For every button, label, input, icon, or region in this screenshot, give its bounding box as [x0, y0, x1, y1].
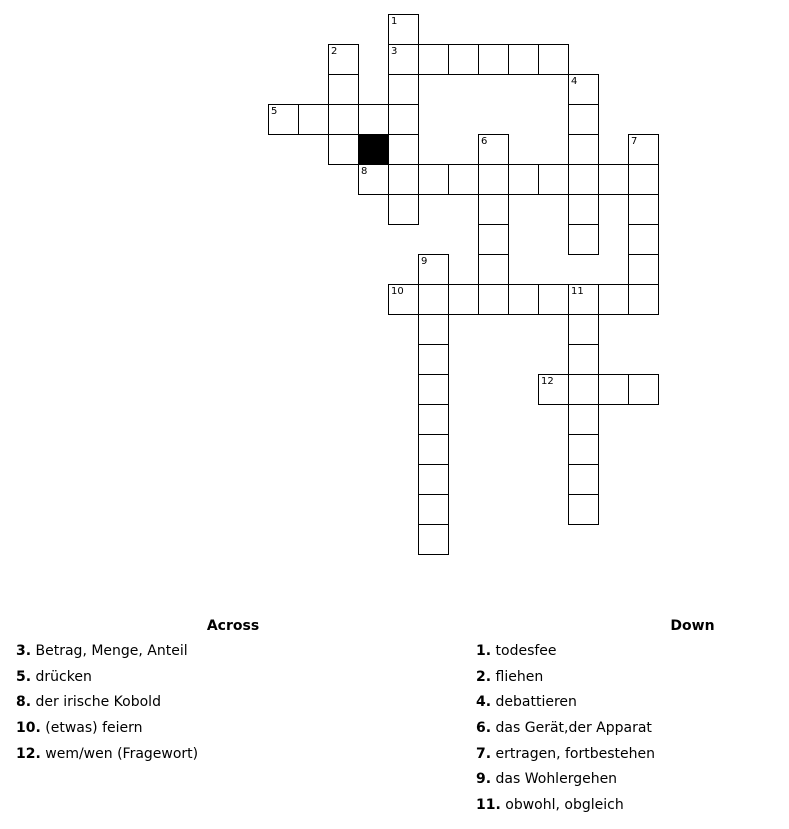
- down-clue: [476, 694, 655, 720]
- grid-cell[interactable]: [568, 164, 599, 195]
- grid-cell[interactable]: [568, 74, 599, 105]
- grid-cell[interactable]: [328, 104, 359, 135]
- grid-cell[interactable]: [388, 44, 419, 75]
- clue-num: 9.: [476, 771, 492, 788]
- grid-cell[interactable]: [538, 44, 569, 75]
- grid-cell[interactable]: [598, 374, 629, 405]
- grid-cell[interactable]: [628, 254, 659, 285]
- across-clue: [16, 643, 198, 669]
- clue-text: (etwas) feiern: [45, 720, 143, 737]
- grid-cell[interactable]: [568, 374, 599, 405]
- grid-cell[interactable]: [478, 284, 509, 315]
- down-heading: Down: [670, 618, 715, 634]
- grid-cell[interactable]: [568, 494, 599, 525]
- grid-cell[interactable]: [508, 284, 539, 315]
- across-clue-list: [16, 643, 198, 771]
- clue-num: 12.: [16, 745, 41, 762]
- clue-num: 7.: [476, 745, 492, 762]
- grid-cell[interactable]: [628, 194, 659, 225]
- grid-cell[interactable]: [418, 404, 449, 435]
- down-clue-list: [476, 643, 655, 823]
- across-clue: [16, 746, 198, 772]
- grid-cell[interactable]: [478, 224, 509, 255]
- clue-number: 9: [421, 256, 428, 267]
- down-clue: [476, 771, 655, 797]
- grid-cell[interactable]: [508, 164, 539, 195]
- grid-cell[interactable]: [388, 194, 419, 225]
- grid-cell[interactable]: [568, 284, 599, 315]
- across-clue: [16, 669, 198, 695]
- grid-cell[interactable]: [538, 374, 569, 405]
- clue-text: der irische Kobold: [35, 694, 161, 711]
- grid-cell[interactable]: [388, 74, 419, 105]
- clue-num: 10.: [16, 720, 41, 737]
- grid-cell[interactable]: [568, 224, 599, 255]
- grid-cell[interactable]: [568, 134, 599, 165]
- grid-cell[interactable]: [628, 164, 659, 195]
- grid-cell[interactable]: [388, 134, 419, 165]
- clue-num: 8.: [16, 694, 32, 711]
- grid-cell[interactable]: [418, 374, 449, 405]
- clue-number: 10: [391, 286, 404, 297]
- clue-text: drücken: [35, 668, 92, 685]
- clue-number: 1: [391, 16, 398, 27]
- clue-num: 1.: [476, 643, 492, 659]
- grid-cell[interactable]: [418, 524, 449, 555]
- grid-cell[interactable]: [538, 284, 569, 315]
- clue-text: das Wohlergehen: [495, 771, 618, 788]
- down-clue: [476, 746, 655, 772]
- clue-num: 11.: [476, 797, 501, 814]
- grid-cell[interactable]: [478, 164, 509, 195]
- grid-cell[interactable]: [568, 344, 599, 375]
- clue-text: todesfee: [495, 643, 557, 659]
- down-clue: [476, 797, 655, 823]
- grid-cell[interactable]: [478, 44, 509, 75]
- grid-cell[interactable]: [478, 194, 509, 225]
- grid-cell[interactable]: [508, 44, 539, 75]
- clue-num: 5.: [16, 668, 32, 685]
- grid-cell[interactable]: [298, 104, 329, 135]
- clue-text: fliehen: [495, 668, 544, 685]
- grid-cell[interactable]: [568, 464, 599, 495]
- grid-cell[interactable]: [418, 254, 449, 285]
- clue-text: Betrag, Menge, Anteil: [35, 643, 188, 659]
- grid-cell[interactable]: [568, 104, 599, 135]
- clue-number: 11: [571, 286, 584, 297]
- grid-cell[interactable]: [478, 254, 509, 285]
- grid-cell[interactable]: [328, 44, 359, 75]
- clue-text: das Gerät,der Apparat: [495, 720, 652, 737]
- grid-cell[interactable]: [418, 344, 449, 375]
- grid-cell[interactable]: [388, 104, 419, 135]
- grid-cell[interactable]: [418, 314, 449, 345]
- down-clue: [476, 669, 655, 695]
- across-heading: Across: [206, 618, 260, 634]
- grid-cell[interactable]: [628, 284, 659, 315]
- grid-cell[interactable]: [358, 104, 389, 135]
- clue-text: wem/wen (Fragewort): [45, 745, 199, 762]
- clue-text: ertragen, fortbestehen: [495, 745, 655, 762]
- down-clue: [476, 720, 655, 746]
- grid-cell[interactable]: [268, 104, 299, 135]
- down-clue: [476, 643, 655, 669]
- clue-text: obwohl, obgleich: [505, 797, 624, 814]
- clue-text: debattieren: [495, 694, 577, 711]
- across-clue: [16, 694, 198, 720]
- across-clue: [16, 720, 198, 746]
- clue-num: 4.: [476, 694, 492, 711]
- grid-cell[interactable]: [628, 374, 659, 405]
- clue-number: 12: [541, 376, 554, 387]
- clue-num: 6.: [476, 720, 492, 737]
- clue-number: 3: [391, 46, 398, 57]
- clue-number: 8: [361, 166, 368, 177]
- grid-cell[interactable]: [568, 194, 599, 225]
- clue-num: 3.: [16, 643, 32, 659]
- grid-cell[interactable]: [448, 284, 479, 315]
- grid-cell[interactable]: [388, 14, 419, 45]
- clue-number: 4: [571, 76, 578, 87]
- grid-cell[interactable]: [628, 134, 659, 165]
- grid-cell[interactable]: [418, 164, 449, 195]
- clue-num: 2.: [476, 668, 492, 685]
- grid-cell[interactable]: [418, 494, 449, 525]
- grid-cell[interactable]: [568, 314, 599, 345]
- grid-cell[interactable]: [628, 224, 659, 255]
- grid-cell[interactable]: [418, 284, 449, 315]
- grid-cell[interactable]: [538, 164, 569, 195]
- grid-cell[interactable]: [418, 434, 449, 465]
- grid-cell[interactable]: [328, 134, 359, 165]
- clue-number: 7: [631, 136, 638, 147]
- grid-cell[interactable]: [328, 74, 359, 105]
- clue-number: 6: [481, 136, 488, 147]
- clue-number: 2: [331, 46, 338, 57]
- grid-cell[interactable]: [358, 164, 389, 195]
- grid-cell[interactable]: [568, 434, 599, 465]
- grid-cell[interactable]: [448, 164, 479, 195]
- grid-cell[interactable]: [598, 164, 629, 195]
- grid-cell[interactable]: [598, 284, 629, 315]
- grid-cell[interactable]: [418, 464, 449, 495]
- grid-cell[interactable]: [568, 404, 599, 435]
- grid-cell[interactable]: [478, 134, 509, 165]
- clue-number: 5: [271, 106, 278, 117]
- black-cell: [358, 134, 389, 165]
- grid-cell[interactable]: [418, 44, 449, 75]
- grid-cell[interactable]: [388, 284, 419, 315]
- grid-cell[interactable]: [448, 44, 479, 75]
- grid-cell[interactable]: [388, 164, 419, 195]
